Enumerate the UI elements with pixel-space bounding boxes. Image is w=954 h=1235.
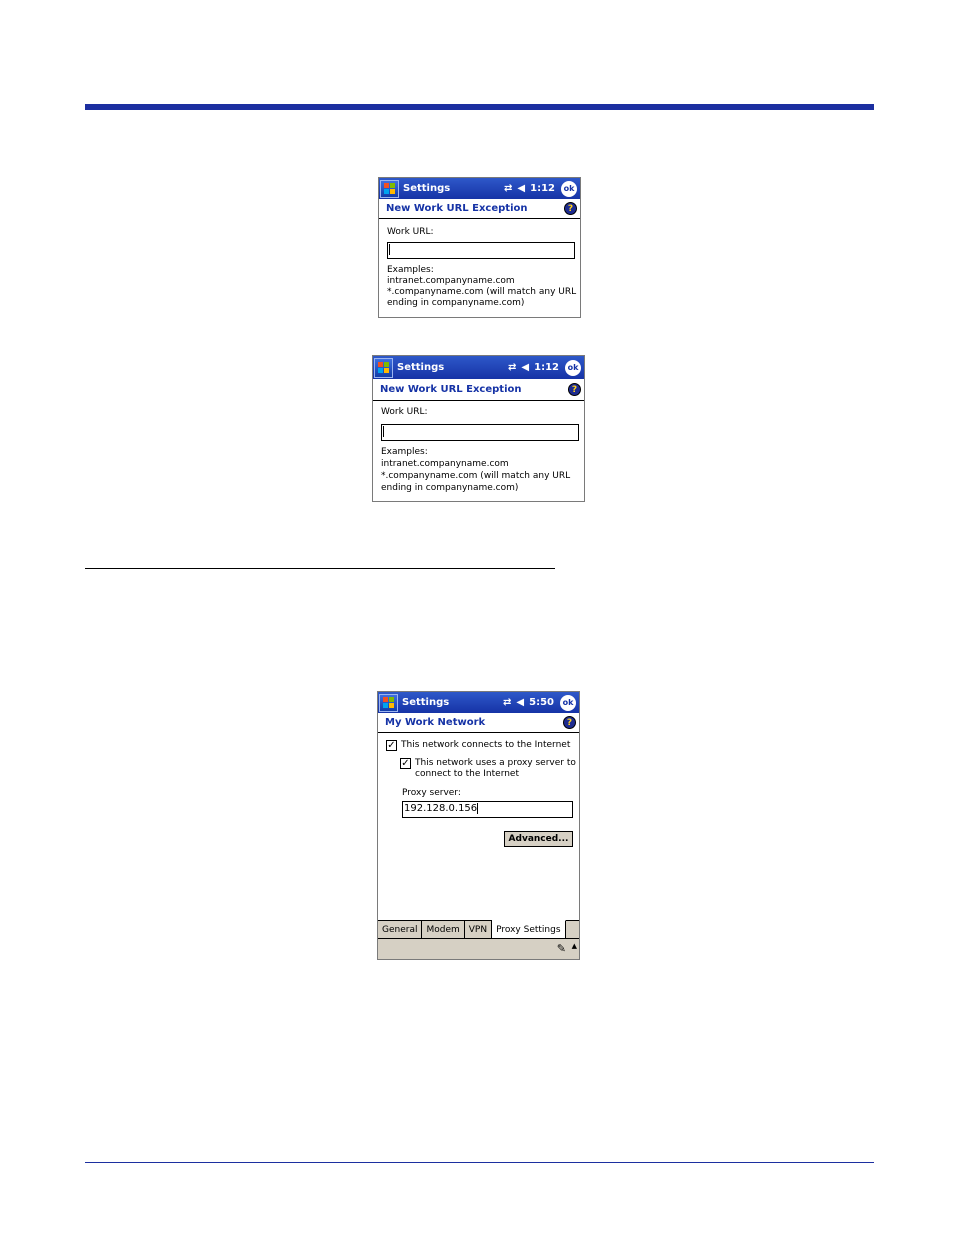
example-line: intranet.companyname.com [381,459,509,469]
help-icon[interactable]: ? [563,716,576,729]
nav-title: Settings [403,183,451,194]
work-url-input[interactable] [387,242,575,259]
work-url-label: Work URL: [381,407,428,417]
pen-icon[interactable]: ✎ [556,942,566,955]
screenshot-new-work-url-exception-1 [378,177,581,318]
example-line: ending in companyname.com) [381,483,519,493]
advanced-button[interactable]: Advanced... [504,831,573,847]
windows-flag-icon[interactable] [374,358,393,378]
example-line: *.companyname.com (will match any URL [387,287,577,297]
connectivity-icon[interactable]: ⇄ [503,697,512,708]
page-title-text: New Work URL Exception [380,384,522,395]
tab-proxy-settings[interactable]: Proxy Settings [492,920,565,940]
footer-rule [85,1162,874,1163]
example-line: ending in companyname.com) [387,298,525,308]
screenshot-my-work-network [377,691,580,960]
connectivity-icon[interactable]: ⇄ [508,362,517,373]
uses-proxy-label-line2: connect to the Internet [415,769,520,779]
tab-strip [378,920,579,940]
proxy-server-label: Proxy server: [402,788,461,798]
nav-title: Settings [397,362,445,373]
navigation-bar [379,178,580,199]
clock[interactable]: 1:12 [530,183,555,194]
ok-button[interactable]: ok [561,181,577,197]
header-rule [85,104,874,110]
text-caret [383,426,384,437]
speaker-icon[interactable]: ◀ [517,183,526,194]
uses-proxy-checkbox[interactable]: ✓ [401,758,410,769]
help-icon[interactable]: ? [568,383,581,396]
section-rule [85,568,555,569]
proxy-server-value: 192.128.0.156 [404,803,478,814]
nav-title: Settings [402,697,450,708]
windows-flag-icon[interactable] [379,694,398,712]
ok-button[interactable]: ok [565,360,581,376]
work-url-input[interactable] [381,424,579,441]
page-title [378,713,579,733]
proxy-server-input[interactable] [402,801,573,818]
clock[interactable]: 5:50 [529,697,554,708]
text-caret [477,803,478,814]
page-title-text: My Work Network [385,717,486,728]
ok-button[interactable]: ok [560,695,576,711]
tab-general[interactable]: General [378,921,422,940]
navigation-bar [373,356,584,379]
connects-internet-label: This network connects to the Internet [401,740,571,750]
windows-flag-icon[interactable] [380,180,399,198]
page-title-text: New Work URL Exception [386,203,528,214]
work-url-label: Work URL: [387,227,434,237]
up-arrow-icon[interactable]: ▲ [571,942,577,950]
examples-label: Examples: [381,447,428,457]
page-title [379,199,580,219]
text-caret [389,244,390,255]
speaker-icon[interactable]: ◀ [516,697,525,708]
clock[interactable]: 1:12 [534,362,559,373]
example-line: *.companyname.com (will match any URL [381,471,571,481]
page-title [373,379,584,401]
examples-label: Examples: [387,265,434,275]
navigation-bar [378,692,579,713]
tab-modem[interactable]: Modem [422,921,464,940]
help-icon[interactable]: ? [564,202,577,215]
speaker-icon[interactable]: ◀ [521,362,530,373]
command-bar [378,938,579,959]
example-line: intranet.companyname.com [387,276,515,286]
connects-internet-checkbox[interactable]: ✓ [387,740,396,751]
tab-vpn[interactable]: VPN [465,921,492,940]
uses-proxy-label-line1: This network uses a proxy server to [415,758,576,768]
screenshot-new-work-url-exception-2 [372,355,585,502]
connectivity-icon[interactable]: ⇄ [504,183,513,194]
